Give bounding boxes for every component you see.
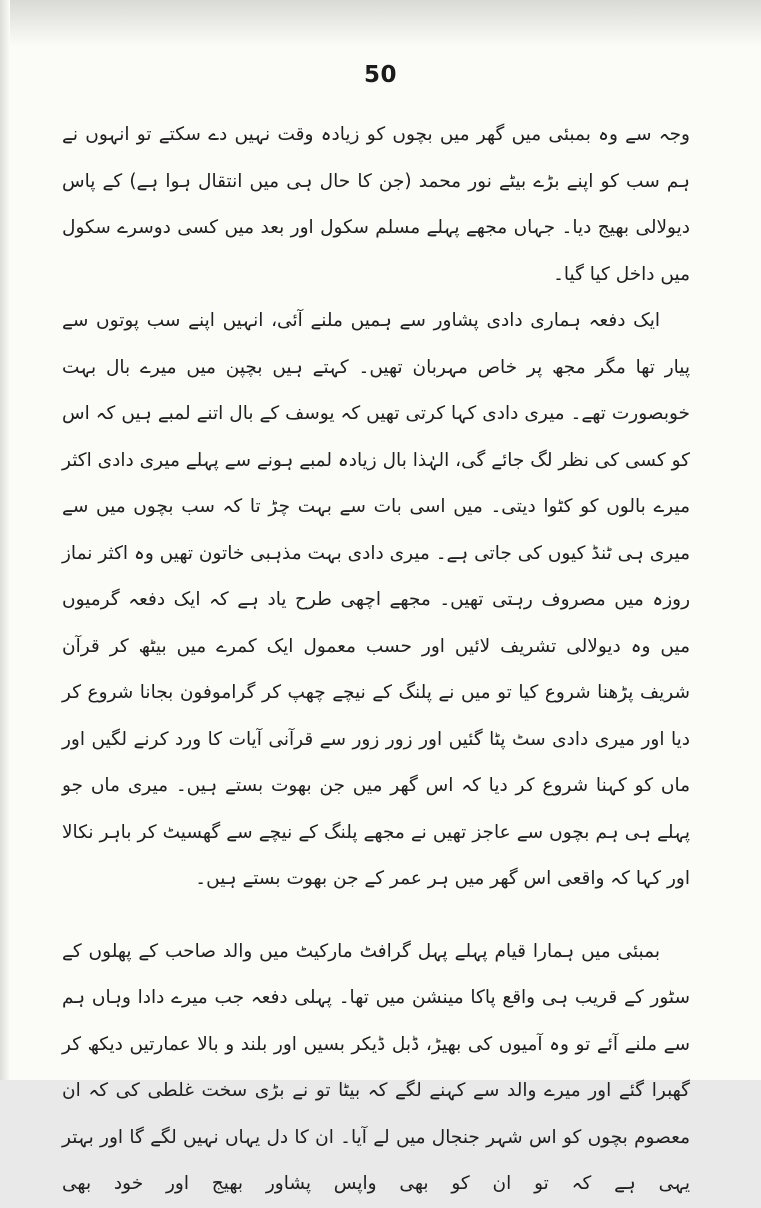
page-number: 50: [363, 62, 397, 88]
body-text: [62, 112, 690, 1208]
scan-top-shadow: [0, 0, 761, 46]
paragraph-1: وجہ سے وہ بمبئی میں گھر میں بچوں کو زیادہ وقت نہیں دے سکتے تو انہوں نے ہم سب کو اپنے بڑے بیٹے نور محمد (جن کا حال ہی میں انتقال ہوا ہے) کے پاس دیولالی بھیج دیا۔ جہاں مجھے پہلے مسلم سکول اور بعد میں کسی دوسرے سکول میں داخل کیا گیا۔: [62, 124, 690, 285]
paragraph-3: بمبئی میں ہمارا قیام پہلے پہل گرافٹ مارکیٹ میں والد صاحب کے پھلوں کے سٹور کے قریب ہی واقع پاکا مینشن میں تھا۔ پہلی دفعہ جب میرے دادا وہاں ہم سے ملنے آئے تو وہ آمیوں کی بھیڑ، ڈبل ڈیکر بسیں اور بلند و بالا عمارتیں دیکھ کر گھبرا گئے اور میرے والد سے کہنے لگے کہ بیٹا تو نے بڑی سخت غلطی کی کہ ان معصوم بچوں کو اس شہر جنجال میں لے آیا۔ ان کا دل یہاں نہیں لگے گا اور بہتر یہی ہے کہ تو ان کو بھی واپس پشاور بھیج اور خود بھی: [62, 940, 690, 1194]
paragraph-2: ایک دفعہ ہماری دادی پشاور سے ہمیں ملنے آئی، انہیں اپنے سب پوتوں سے پیار تھا مگر مجھ پر خاص مہربان تھیں۔ کہتے ہیں بچپن میں میرے بال بہت خوبصورت تھے۔ میری دادی کہا کرتی تھیں کہ یوسف کے بال اتنے لمبے ہیں کہ اس کو کسی کی نظر لگ جائے گی، الہٰذا بال زیادہ لمبے ہونے سے پہلے میری دادی اکثر میرے بالوں کو کٹوا دیتی۔ میں اسی بات سے بہت چڑ تا کہ سب بچوں میں سے میری ہی ٹنڈ کیوں کی جاتی ہے۔ میری دادی بہت مذہبی خاتون تھیں وہ اکثر نماز روزہ میں مصروف رہتی تھیں۔ مجھے اچھی طرح یاد ہے کہ ایک دفعہ گرمیوں میں وہ دیولالی تشریف لائیں اور حسب معمول ایک کمرے میں بیٹھ کر قرآن شریف پڑھنا شروع کیا تو میں نے پلنگ کے نیچے چھپ کر گراموفون بجانا شروع کر دیا اور میری دادی سٹ پٹا گئیں اور زور زور سے قرآنی آیات کا ورد کرنے لگیں اور ماں کو کہنا شروع کر دیا کہ اس گھر میں جن بھوت بستے ہیں۔ میری ماں جو پہلے ہی ہم بچوں سے عاجز تھیں نے مجھے پلنگ کے نیچے سے گھسیٹ کر باہر نکالا اور کہا کہ واقعی اس گھر میں ہر عمر کے جن بھوت بستے ہیں۔: [62, 310, 690, 889]
scan-left-edge: [0, 0, 10, 1080]
